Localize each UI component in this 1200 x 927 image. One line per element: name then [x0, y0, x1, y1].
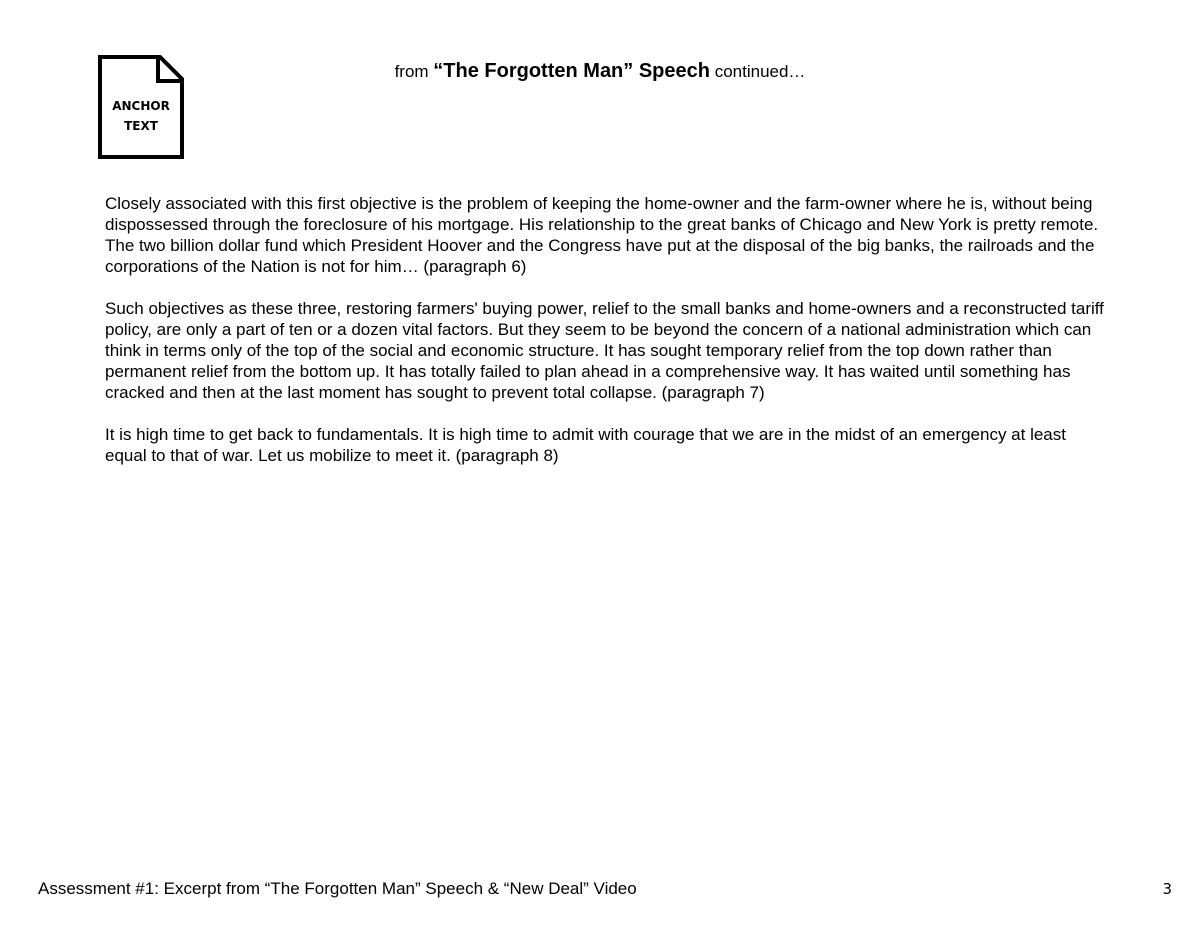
title-main: “The Forgotten Man” Speech [433, 60, 710, 82]
paragraph-6: Closely associated with this first objective is the problem of keeping the home-owner and the farm-owner where he is, without being dispossessed through the foreclosure of his mortgage. His relationship to the great banks of Chicago and New York is pretty remote. The two billion dollar fund which President Hoover and the Congress have put at the disposal of the big banks, the railroads and the corporations of the Nation is not for him… (paragraph 6) [105, 194, 1099, 276]
footer-assessment-title: Assessment #1: Excerpt from “The Forgotten Man” Speech & “New Deal” Video [38, 879, 637, 898]
anchor-text-label [97, 96, 185, 136]
paragraph-7: Such objectives as these three, restoring farmers' buying power, relief to the small banks and home-owners and a reconstructed tariff policy, are only a part of ten or a dozen vital factors. But they seem to be beyond the concern of a national administration which can think in terms only of the top of the social and economic structure. It has sought temporary relief from the top down rather than permanent relief from the bottom up. It has totally failed to plan ahead in a comprehensive way. It has waited until something has cracked and then at the last moment has sought to prevent total collapse. (paragraph 7) [105, 299, 1104, 402]
paragraph-8: It is high time to get back to fundamentals. It is high time to admit with courage that we are in the midst of an emergency at least equal to that of war. Let us mobilize to meet it. (paragraph 8) [105, 425, 1066, 465]
title-prefix: from [394, 62, 434, 81]
anchor-label-line2: TEXT [124, 119, 158, 133]
excerpt-body [105, 193, 1105, 487]
anchor-label-line1: ANCHOR [112, 99, 170, 113]
page-title [0, 60, 1200, 83]
page-number: 3 [1162, 880, 1172, 898]
title-suffix: continued… [709, 62, 806, 81]
